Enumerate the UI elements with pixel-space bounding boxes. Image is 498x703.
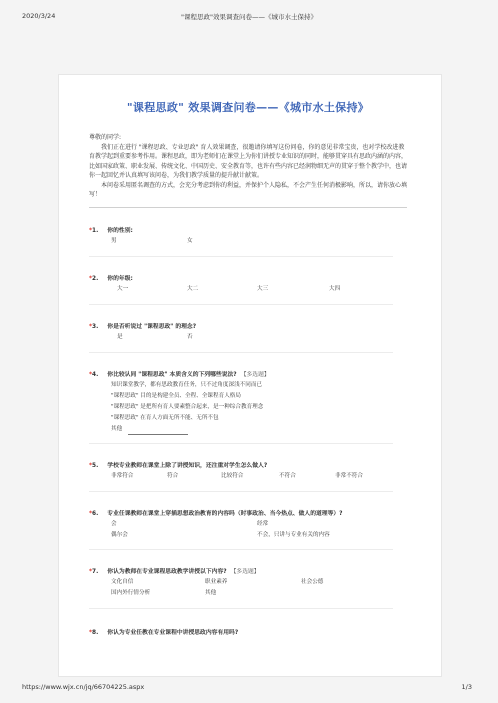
option-disagree[interactable]: 不符合 xyxy=(279,472,296,479)
option-4b[interactable]: "课程思政" 目的是构建全员、全程、全课程育人格局 xyxy=(111,392,241,399)
option-4d[interactable]: "课程思政" 在育人方面无所不能、无所不包 xyxy=(111,414,219,421)
survey-intro xyxy=(89,133,407,200)
option-4-other[interactable] xyxy=(89,424,407,435)
print-page-number: 1/3 xyxy=(461,683,472,691)
intro-note: 本问卷采用匿名调查的方式，会充分考虑到你的利益，并保护个人隐私，不会产生任何消极影响，所以，请你放心填写！ xyxy=(89,181,408,198)
question-8-title: *8. 你认为专业任教在专业课程中讲授思政内容有用吗? xyxy=(89,629,239,636)
option-year-4[interactable]: 大四 xyxy=(329,285,341,292)
option-strongly-agree[interactable]: 非常符合 xyxy=(111,472,134,479)
question-6 xyxy=(89,509,407,541)
question-4 xyxy=(89,370,407,435)
option-never[interactable]: 不会，只讲与专业有关的内容 xyxy=(257,531,330,538)
question-2-title: *2. 你的年级: xyxy=(89,275,133,282)
survey-title: "课程思政" 效果调查问卷——《城市水土保持》 xyxy=(126,101,370,114)
question-3 xyxy=(89,322,407,343)
option-year-1[interactable]: 大一 xyxy=(117,285,129,292)
question-4-options xyxy=(89,380,407,435)
option-7-other[interactable]: 其他 xyxy=(205,589,217,596)
question-1 xyxy=(89,226,407,247)
separator xyxy=(89,256,393,257)
option-social-morality[interactable]: 社会公德 xyxy=(301,578,324,585)
option-professional-quality[interactable]: 职业素养 xyxy=(205,578,228,585)
option-somewhat-agree[interactable]: 比较符合 xyxy=(221,472,244,479)
question-4-title: *4. 你比较认同 "课程思政" 本质含义的下列哪些说法? 【多选题】 xyxy=(89,371,270,378)
question-2-options xyxy=(89,284,407,295)
option-4a[interactable]: 知识课堂教学，都有思政教育任务，只不过角度深浅不同而已 xyxy=(111,381,263,388)
option-no[interactable]: 否 xyxy=(187,333,193,340)
survey-paper xyxy=(58,74,442,677)
separator xyxy=(89,608,393,609)
question-6-title: *6. 专业任课教师在课堂上穿插思想政治教育的内容吗（时事政治、当今热点、做人的道理等）? xyxy=(89,510,343,517)
separator xyxy=(89,443,393,444)
option-female[interactable]: 女 xyxy=(187,237,193,244)
other-text-field[interactable] xyxy=(128,427,188,435)
separator xyxy=(89,304,393,305)
option-4-other-label: 其他 xyxy=(111,425,123,432)
option-will[interactable]: 会 xyxy=(111,520,117,527)
option-male[interactable]: 男 xyxy=(111,237,117,244)
question-5-options xyxy=(89,471,407,482)
question-3-options xyxy=(89,332,407,343)
option-market-analysis[interactable]: 国内外行情分析 xyxy=(111,589,151,596)
option-often[interactable]: 经常 xyxy=(257,520,269,527)
option-year-3[interactable]: 大三 xyxy=(257,285,269,292)
print-title: "课程思政"效果调查问卷——《城市水土保持》 xyxy=(181,13,317,21)
intro-paragraph: 我们正在进行 "课程思政、专业思政" 育人效果调查，很邀请你填写这份问卷，你的意见非常宝贵，也对学校改进教育教学起到重要参考作用。课程思政，即为老师们在课堂上为你们讲授专业知识的同时，能够贯穿具有思政内涵的内容，比如国家政策、职业发展、传统文化、中国历史、安全教育等，也许有些内容已经润物细无声的贯穿于整个教学中，也请你一起回忆并认真填写该问卷，为我们教学质量的提升献计献策。 xyxy=(89,143,408,179)
separator xyxy=(89,549,393,550)
separator xyxy=(89,352,393,353)
question-7-title: *7. 你认为教师在专业课程思政教学讲授以下内容? 【多选题】 xyxy=(89,568,260,575)
option-year-2[interactable]: 大二 xyxy=(187,285,199,292)
option-occasionally[interactable]: 偶尔会 xyxy=(111,531,128,538)
question-7-options xyxy=(89,577,407,599)
print-date: 2020/3/24 xyxy=(22,12,56,20)
question-3-title: *3. 你是否听说过 "课程思政" 的理念? xyxy=(89,323,197,330)
intro-divider xyxy=(89,207,407,208)
question-2 xyxy=(89,274,407,295)
option-strongly-disagree[interactable]: 非常不符合 xyxy=(335,472,363,479)
question-1-options xyxy=(89,236,407,247)
question-8 xyxy=(89,628,407,638)
question-1-title: *1. 你的性别: xyxy=(89,227,133,234)
option-yes[interactable]: 是 xyxy=(117,333,123,340)
option-agree[interactable]: 符合 xyxy=(167,472,179,479)
question-5 xyxy=(89,461,407,482)
question-5-title: *5. 学校专业教师在课堂上除了讲授知识，还注重对学生怎么做人? xyxy=(89,462,268,469)
option-cultural-confidence[interactable]: 文化自信 xyxy=(111,578,134,585)
question-7 xyxy=(89,567,407,599)
greeting: 尊敬的同学: xyxy=(89,134,122,141)
question-6-options xyxy=(89,519,407,541)
separator xyxy=(89,491,393,492)
option-4c[interactable]: "课程思政" 是把所有育人要素整合起来，是一种综合教育理念 xyxy=(111,403,264,410)
print-url: https://www.wjx.cn/jq/66704225.aspx xyxy=(22,683,145,691)
print-header xyxy=(0,0,498,22)
